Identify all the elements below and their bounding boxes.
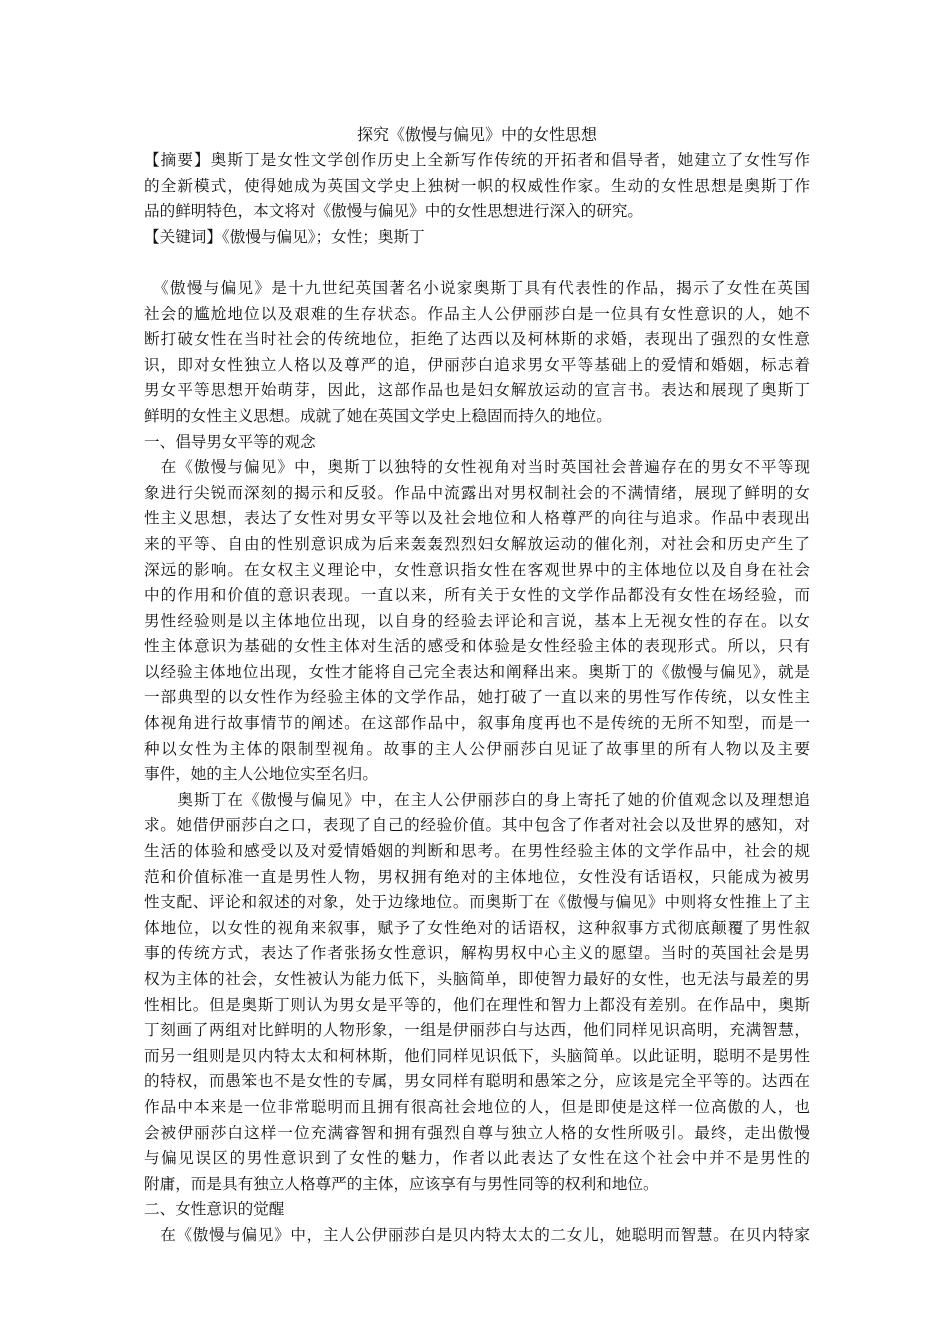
paragraph-line: 权为主体的社会，女性被认为能力低下，头脑简单，即使智力最好的女性，也无法与最差的男 bbox=[144, 970, 810, 988]
section1-paragraph-1 bbox=[144, 455, 810, 788]
paragraph-line: 《傲慢与偏见》是十九世纪英国著名小说家奥斯丁具有代表性的作品，揭示了女性在英国 bbox=[144, 278, 810, 297]
paragraph-line: 象进行尖锐而深刻的揭示和反驳。作品中流露出对男权制社会的不满情绪，展现了鲜明的女 bbox=[144, 483, 810, 502]
section-heading: 一、倡导男女平等的观念 bbox=[144, 432, 316, 451]
abstract-line: 品的鲜明特色，本文将对《傲慢与偏见》中的女性思想进行深入的研究。 bbox=[144, 202, 644, 221]
document-title: 探究《傲慢与偏见》中的女性思想 bbox=[356, 125, 597, 144]
document-page bbox=[144, 122, 810, 1249]
section2-paragraph-1 bbox=[144, 1223, 810, 1249]
paragraph-line: 在《傲慢与偏见》中，主人公伊丽莎白是贝内特太太的二女儿，她聪明而智慧。在贝内特家 bbox=[144, 1225, 810, 1244]
abstract-line: 【摘要】奥斯丁是女性文学创作历史上全新写作传统的开拓者和倡导者，她建立了女性写作 bbox=[144, 151, 810, 169]
abstract-line: 的全新模式，使得她成为英国文学史上独树一帜的权威性作家。生动的女性思想是奥斯丁作 bbox=[144, 176, 810, 195]
paragraph-line: 中的作用和价值的意识表现。一直以来，所有关于女性的文学作品都没有女性在场经验，而 bbox=[144, 586, 810, 605]
paragraph-line: 生活的体验和感受以及对爱情婚姻的判断和思考。在男性经验主体的文学作品中，社会的规 bbox=[144, 842, 810, 861]
paragraph-line: 男女平等思想开始萌芽，因此，这部作品也是妇女解放运动的宣言书。表达和展现了奥斯丁 bbox=[144, 381, 810, 400]
paragraph-line: 的特权，而愚笨也不是女性的专属，男女同样有聪明和愚笨之分，应该是完全平等的。达西在 bbox=[144, 1072, 810, 1091]
paragraph-line: 男性经验则是以主体地位出现，以自身的经验去评论和言说，基本上无视女性的存在。以女 bbox=[144, 611, 810, 630]
paragraph-line: 会被伊丽莎白这样一位充满睿智和拥有强烈自尊与独立人格的女性所吸引。最终，走出傲慢 bbox=[144, 1123, 810, 1142]
paragraph-line: 体视角进行故事情节的阐述。在这部作品中，叙事角度再也不是传统的无所不知型，而是一 bbox=[144, 714, 810, 733]
paragraph-line: 事的传统方式，表达了作者张扬女性意识，解构男权中心主义的愿望。当时的英国社会是男 bbox=[144, 944, 810, 963]
paragraph-line: 求。她借伊丽莎白之口，表现了自己的经验价值。其中包含了作者对社会以及世界的感知，对 bbox=[144, 816, 810, 835]
paragraph-line: 丁刻画了两组对比鲜明的人物形象，一组是伊丽莎白与达西，他们同样见识高明，充满智慧， bbox=[144, 1021, 810, 1040]
paragraph-line: 范和价值标准一直是男性人物，男权拥有绝对的主体地位，女性没有话语权，只能成为被男 bbox=[144, 867, 810, 886]
paragraph-line: 性支配、评论和叙述的对象，处于边缘地位。而奥斯丁在《傲慢与偏见》中则将女性推上了主 bbox=[144, 893, 810, 912]
paragraph-line: 体地位，以女性的视角来叙事，赋予了女性绝对的话语权，这种叙事方式彻底颠覆了男性叙 bbox=[144, 918, 810, 937]
paragraph-line: 性相比。但是奥斯丁则认为男女是平等的，他们在理性和智力上都没有差别。在作品中，奥斯 bbox=[144, 995, 810, 1014]
paragraph-line: 而另一组则是贝内特太太和柯林斯，他们同样见识低下，头脑简单。以此证明，聪明不是男性 bbox=[144, 1046, 810, 1065]
paragraph-line: 一部典型的以女性作为经验主体的文学作品，她打破了一直以来的男性写作传统，以女性主 bbox=[144, 688, 810, 707]
paragraph-line: 断打破女性在当时社会的传统地位，拒绝了达西以及柯林斯的求婚，表现出了强烈的女性意 bbox=[144, 330, 810, 349]
paragraph-line: 识，即对女性独立人格以及尊严的追，伊丽莎白追求男女平等基础上的爱情和婚姻，标志着 bbox=[144, 355, 810, 374]
keywords: 【关键词】《傲慢与偏见》；女性；奥斯丁 bbox=[144, 227, 425, 246]
blank-line bbox=[144, 250, 810, 276]
paragraph-line: 奥斯丁在《傲慢与偏见》中，在主人公伊丽莎白的身上寄托了她的价值观念以及理想追 bbox=[144, 790, 810, 809]
paragraph-line: 深远的影响。在女权主义理论中，女性意识指女性在客观世界中的主体地位以及自身在社会 bbox=[144, 560, 810, 579]
paragraph-line: 社会的尴尬地位以及艰难的生存状态。作品主人公伊丽莎白是一位具有女性意识的人，她不 bbox=[144, 304, 810, 323]
paragraph-line: 性主体意识为基础的女性主体对生活的感受和体验是女性经验主体的表现形式。所以，只有 bbox=[144, 637, 810, 656]
paragraph-line: 来的平等、自由的性别意识成为后来轰轰烈烈妇女解放运动的催化剂，对社会和历史产生了 bbox=[144, 534, 810, 553]
abstract bbox=[144, 148, 810, 225]
paragraph-line: 种以女性为主体的限制型视角。故事的主人公伊丽莎白见证了故事里的所有人物以及主要 bbox=[144, 739, 810, 758]
intro-paragraph bbox=[144, 276, 810, 430]
paragraph-line: 事件，她的主人公地位实至名归。 bbox=[144, 765, 378, 784]
paragraph-line: 在《傲慢与偏见》中，奥斯丁以独特的女性视角对当时英国社会普遍存在的男女不平等现 bbox=[144, 458, 810, 477]
paragraph-line: 作品中本来是一位非常聪明而且拥有很高社会地位的人，但是即使是这样一位高傲的人，也 bbox=[144, 1097, 810, 1116]
paragraph-line: 附庸，而是具有独立人格尊严的主体，应该享有与男性同等的权利和地位。 bbox=[144, 1174, 659, 1193]
section-heading: 二、女性意识的觉醒 bbox=[144, 1200, 285, 1219]
section1-paragraph-2 bbox=[144, 788, 810, 1198]
paragraph-line: 以经验主体地位出现，女性才能将自己完全表达和阐释出来。奥斯丁的《傲慢与偏见》，就是 bbox=[144, 662, 810, 681]
paragraph-line: 性主义思想，表达了女性对男女平等以及社会地位和人格尊严的向往与追求。作品中表现出 bbox=[144, 509, 810, 528]
paragraph-line: 鲜明的女性主义思想。成就了她在英国文学史上稳固而持久的地位。 bbox=[144, 406, 612, 425]
paragraph-line: 与偏见误区的男性意识到了女性的魅力，作者以此表达了女性在这个社会中并不是男性的 bbox=[144, 1149, 810, 1168]
